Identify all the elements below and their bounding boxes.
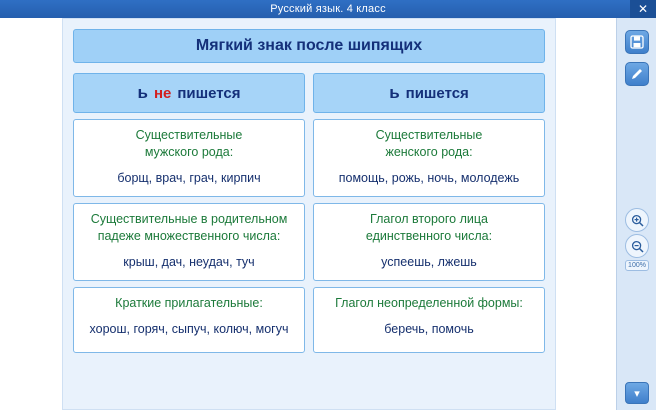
- tool-rail: [616, 18, 656, 410]
- rule-text: [320, 211, 538, 245]
- table-row: [73, 203, 305, 281]
- close-icon[interactable]: ✕: [630, 0, 656, 18]
- rule-line: женского рода:: [385, 144, 473, 159]
- rule-text: [80, 295, 298, 312]
- slide-title-text: Мягкий знак после шипящих: [195, 37, 423, 54]
- rules-table: [73, 73, 545, 353]
- save-icon[interactable]: [625, 30, 649, 54]
- rule-text: [80, 211, 298, 245]
- examples-text: хорош, горяч, сыпуч, колюч, могуч: [89, 321, 289, 336]
- table-row: [313, 119, 545, 197]
- rule-line: Глагол неопределенной формы:: [335, 296, 523, 310]
- table-row: [73, 119, 305, 197]
- chevron-down-icon[interactable]: ▾: [625, 382, 649, 404]
- zoom-level-label[interactable]: 100%: [625, 260, 649, 271]
- slide-canvas: [0, 18, 616, 410]
- rule-line: единственного числа:: [365, 228, 493, 243]
- rule-line: падеже множественного числа:: [97, 228, 281, 243]
- rule-line: Краткие прилагательные:: [115, 296, 263, 310]
- verb-left: пишется: [177, 84, 241, 102]
- pen-icon[interactable]: [625, 62, 649, 86]
- examples-text: помощь, рожь, ночь, молодежь: [338, 170, 520, 185]
- window-titlebar: [0, 0, 656, 18]
- zoom-in-icon[interactable]: [625, 208, 649, 232]
- rule-text: [320, 127, 538, 161]
- negation-left: не: [153, 84, 172, 102]
- rule-text: [80, 127, 298, 161]
- soft-sign-right: ь: [389, 83, 400, 102]
- rule-line: мужского рода:: [144, 144, 234, 159]
- column-header-left: [73, 73, 305, 113]
- verb-right: пишется: [405, 84, 469, 102]
- window-title: Русский язык. 4 класс: [270, 3, 386, 15]
- soft-sign-left: ь: [137, 83, 148, 102]
- column-header-right: [313, 73, 545, 113]
- examples-text: беречь, помочь: [384, 321, 474, 336]
- rule-line: Существительные: [375, 128, 483, 142]
- examples-text: крыш, дач, неудач, туч: [123, 254, 255, 269]
- zoom-controls: [625, 208, 649, 271]
- table-row: [73, 287, 305, 353]
- slide-content: [62, 18, 556, 410]
- table-row: [313, 287, 545, 353]
- column-written: [313, 73, 545, 353]
- table-row: [313, 203, 545, 281]
- zoom-out-icon[interactable]: [625, 234, 649, 258]
- slide-title: [73, 29, 545, 63]
- examples-text: борщ, врач, грач, кирпич: [117, 170, 261, 185]
- examples-text: успеешь, лжешь: [381, 254, 477, 269]
- rule-line: Глагол второго лица: [370, 212, 488, 226]
- rule-line: Существительные: [135, 128, 243, 142]
- rule-text: [320, 295, 538, 312]
- column-not-written: [73, 73, 305, 353]
- rule-line: Существительные в родительном: [90, 212, 288, 226]
